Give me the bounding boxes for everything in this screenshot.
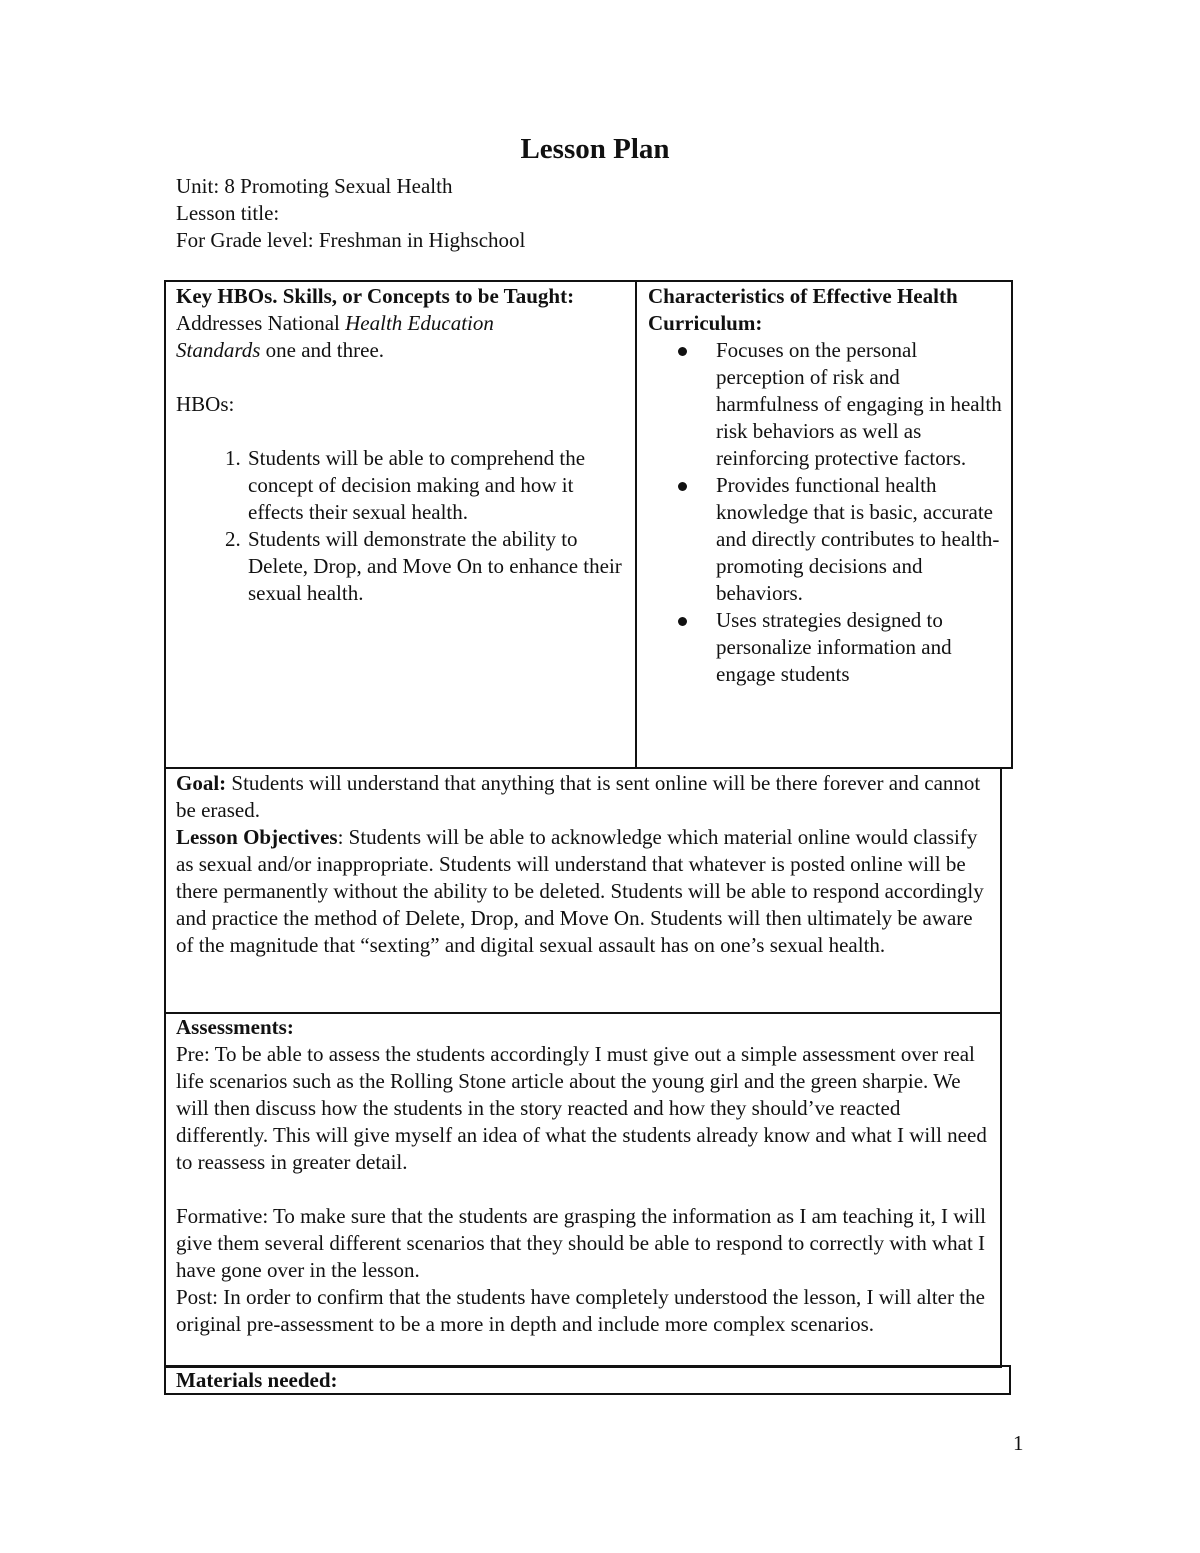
characteristics-list bbox=[648, 337, 1004, 688]
post-assessment: Post: In order to confirm that the students have completely understood the lesson, I will alter the original pre-assessment to be a more in depth and include more complex scenarios. bbox=[176, 1285, 985, 1336]
materials-cell bbox=[176, 1367, 996, 1394]
lesson-meta bbox=[176, 173, 525, 254]
goal-text: Goal: Students will understand that anything that is sent online will be there forever and cannot be erased. bbox=[176, 771, 981, 822]
bullet-icon bbox=[678, 347, 687, 356]
hbos-list bbox=[176, 445, 631, 607]
standards-text: Addresses National Health Education Standards one and three. bbox=[176, 311, 494, 362]
page-title: Lesson Plan bbox=[520, 133, 670, 165]
unit-line: Unit: 8 Promoting Sexual Health bbox=[176, 174, 453, 198]
list-item: Uses strategies designed to personalize information and engage students bbox=[716, 607, 1004, 688]
column-divider bbox=[635, 280, 637, 769]
pre-assessment: Pre: To be able to assess the students accordingly I must give out a simple assessment over real life scenarios such as the Rolling Stone article about the young girl and the green sharpie. We will then discuss how the students in the story reacted and how they should’ve reacted differently. This will give myself an idea of what the students already know and what I will need to reassess in greater detail. bbox=[176, 1042, 987, 1174]
objectives-text: Lesson Objectives: Students will be able to acknowledge which material online would classify as sexual and/or inappropriate. Students will understand that whatever is posted online will be there permanently without the ability to be deleted. Students will be able to respond accordingly and practice the method of Delete, Drop, and Move On. Students will then ultimately be aware of the magnitude that “sexting” and digital sexual assault has on one’s sexual health. bbox=[176, 825, 984, 957]
page-number: 1 bbox=[1013, 1431, 1024, 1455]
characteristics-cell bbox=[648, 283, 1004, 688]
assessments-heading: Assessments: bbox=[176, 1015, 294, 1039]
lesson-title-line: Lesson title: bbox=[176, 201, 280, 225]
formative-assessment: Formative: To make sure that the students are grasping the information as I am teaching it, I will give them several different scenarios that they should be able to respond to correctly with what I have gone over in the lesson. bbox=[176, 1204, 986, 1282]
key-hbos-heading: Key HBOs. Skills, or Concepts to be Taught: bbox=[176, 284, 575, 308]
grade-level-line: For Grade level: Freshman in Highschool bbox=[176, 228, 526, 252]
list-item: Provides functional health knowledge that is basic, accurate and directly contributes to health-promoting decisions and behaviors. bbox=[716, 472, 1004, 607]
list-item: 1. Students will be able to comprehend the concept of decision making and how it effects their sexual health. bbox=[246, 445, 631, 526]
list-item: 2. Students will demonstrate the ability to Delete, Drop, and Move On to enhance their sexual health. bbox=[246, 526, 631, 607]
hbos-label: HBOs: bbox=[176, 392, 235, 416]
materials-heading: Materials needed: bbox=[176, 1368, 338, 1392]
bullet-icon bbox=[678, 482, 687, 491]
key-hbos-cell bbox=[176, 283, 631, 607]
goal-cell bbox=[176, 770, 991, 959]
characteristics-heading: Characteristics of Effective Health Curriculum: bbox=[648, 284, 958, 335]
list-item: Focuses on the personal perception of risk and harmfulness of engaging in health risk behaviors as well as reinforcing protective factors. bbox=[716, 337, 1004, 472]
assessments-cell bbox=[176, 1014, 994, 1338]
bullet-icon bbox=[678, 617, 687, 626]
